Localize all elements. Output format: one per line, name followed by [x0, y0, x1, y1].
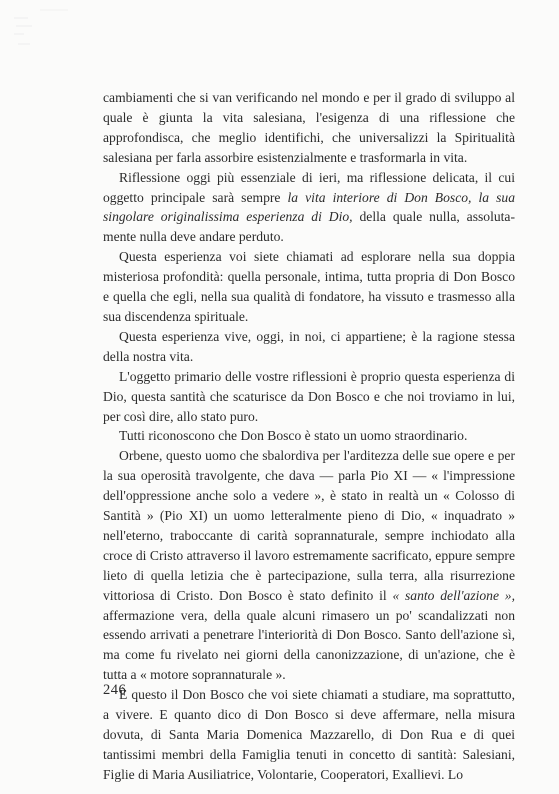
paragraph [103, 327, 515, 367]
paragraph [103, 426, 515, 446]
bleed-through-marks [10, 4, 70, 74]
text-run: Questa esperienza vive, oggi, in noi, ci appartiene; è la ragione stessa della nostra vita. [103, 328, 515, 364]
text-run: È questo il Don Bosco che voi siete chiamati a studiare, ma soprattutto, a vivere. E quanto dico di Don Bosco si deve affermare, nella misura dovuta, di Santa Maria Domenica Mazzarello, di Don Rua e di quei tantissimi membri della Famiglia tenuti in concetto di santità: Salesiani, Figlie di Maria Ausiliatrice, Volontarie, Cooperatori, Exallievi. Lo [103, 687, 515, 782]
paragraph [103, 168, 515, 248]
text-run: affermazione vera, della quale alcuni rimasero un po' scandalizzati non essendo arrivati a penetrare l'interiorità di Don Bosco. Santo dell'azione sì, ma come fu rivelato nei giorni della canonizzazione, di un'azione, che è tutta a « motore soprannaturale ». [103, 607, 515, 683]
body-text [103, 88, 515, 785]
italic-text: la vita interiore di Don Bosco, la sua singolare originalissima esperienza di Dio, [103, 189, 515, 225]
paragraph [103, 367, 515, 427]
text-run: Tutti riconoscono che Don Bosco è stato un uomo straordinario. [119, 428, 468, 444]
paragraph [103, 247, 515, 327]
paragraph [103, 685, 515, 785]
text-run: Questa esperienza voi siete chiamati ad esplorare nella sua doppia misteriosa profondità: quella personale, intima, tutta propria di Don Bosco e quella che egli, nella sua qualità di fondatore, ha vissuto e trasmesso alla sua discendenza spirituale. [103, 249, 515, 324]
text-run: L'oggetto primario delle vostre riflessioni è proprio questa esperienza di Dio, questa santità che scaturisce da Don Bosco e che noi troviamo in lui, per così dire, allo stato puro. [103, 368, 515, 424]
text-run: Orbene, questo uomo che sbalordiva per l'arditezza delle sue opere e per la sua operosità travolgente, che dava — parla Pio XI — « l'impressione dell'oppressione anche solo a vedere », è stato in realtà un « Colosso di Santità » (Pio XI) un uomo letteralmente pieno di Dio, « inquadrato » nell'eterno, traboccante di carità soprannaturale, sempre inchiodato alla croce di Cristo attraverso il lavoro estremamente sacrificato, eppure sempre lieto di quella letizia che è partecipazione, sulla terra, alla risurrezione vittoriosa di Cristo. Don Bosco è stato definito il [103, 448, 515, 603]
paragraph [103, 446, 515, 685]
italic-text: « santo dell'azione », [392, 587, 515, 603]
page-number: 246 [103, 682, 127, 698]
text-run: cambiamenti che si van verificando nel mondo e per il grado di sviluppo al quale è giunta la vita salesiana, l'esigenza di una riflessione che approfondisca, che meglio identifichi, che universalizzi la Spiritualità salesiana per farla assorbire esistenzialmente e trasformarla in vita. [103, 90, 515, 165]
text-run: Riflessione oggi più essenziale di ieri, ma riflessione delicata, il cui oggetto principale sarà sempre [103, 169, 515, 205]
text-run: della quale nulla, assolutamente nulla deve andare perduto. [103, 209, 515, 245]
paragraph [103, 88, 515, 168]
